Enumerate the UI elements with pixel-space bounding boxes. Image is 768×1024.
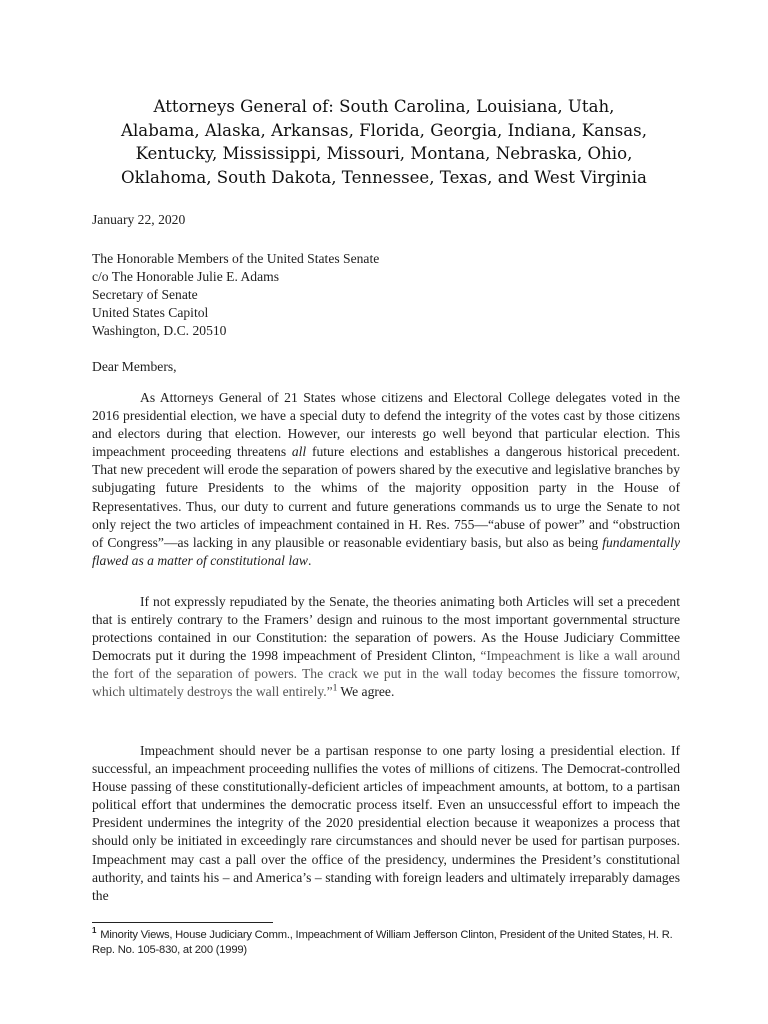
emphasis-text: all (291, 444, 307, 460)
paragraph-text: We agree. (337, 684, 395, 700)
header-line: Alabama, Alaska, Arkansas, Florida, Georgia, Indiana, Kansas, (121, 120, 647, 140)
paragraph-3: Impeachment should never be a partisan response to one party losing a presidential election. If successful, an impeachment proceeding nullifies the votes of millions of citizens. The Democrat-controlled House passing of these constitutionally-deficient articles of impeachment amounts, at bottom, to a partisan political effort that undermines the democratic process itself. Even an unsuccessful effort to impeach the President undermines the integrity of the 2020 presidential election because it weaponizes a process that should only be initiated in exceedingly rare circumstances and should never be used for partisan purposes. Impeachment may cast a pall over the office of the presidency, undermines the President’s constitutional authority, and taints his – and America’s – standing with foreign leaders and ultimately irreparably damages the (92, 743, 680, 903)
footnote-divider (92, 922, 273, 923)
paragraph-text: As Attorneys General of 21 States whose citizens and Electoral College delegates voted in the 2016 presidential election, we have a special duty to defend the integrity of the votes cast by those citizens and electors during that election. However, our interests go well beyond that particular election. This impeachment proceeding threatens (92, 390, 680, 460)
address-line: c/o The Honorable Julie E. Adams (92, 269, 279, 285)
footnote (92, 928, 680, 958)
footnote-reference[interactable]: 1 (332, 682, 338, 693)
paragraph-1 (92, 389, 680, 570)
salutation: Dear Members, (92, 359, 177, 374)
paragraph-2 (92, 593, 680, 702)
header-line: Oklahoma, South Dakota, Tennessee, Texas, and West Virginia (121, 167, 647, 187)
paragraph-text: future elections and establishes a dangerous historical precedent. That new precedent will erode the separation of powers shared by the executive and legislative branches by subjugating future Presidents to the whims of the majority opposition party in the House of Representatives. Thus, our duty to current and future generations commands us to urge the Senate to not only reject the two articles of impeachment contained in H. Res. 755—“abuse of power” and “obstruction of Congress”—as lacking in any plausible or reasonable evidentiary basis, but also as being (92, 444, 681, 550)
paragraph-text: . (308, 552, 312, 568)
recipient-address (92, 250, 680, 340)
address-line: The Honorable Members of the United States Senate (92, 251, 380, 266)
header-line: Attorneys General of: South Carolina, Louisiana, Utah, (153, 97, 615, 116)
header-line: Kentucky, Mississippi, Missouri, Montana, Nebraska, Ohio, (135, 144, 633, 163)
quoted-text: “Impeachment is like a wall around the fort of the separation of powers. The crack we put in the wall today becomes the fissure tomorrow, which ultimately destroys the wall entirely.” (92, 648, 680, 700)
paragraph-text: If not expressly repudiated by the Senate, the theories animating both Articles will set a precedent that is entirely contrary to the Framers’ design and ruinous to the most important governmental structure protections contained in our Constitution: the separation of powers. As the House Judiciary Committee Democrats put it during the 1998 impeachment of President Clinton, (92, 594, 680, 664)
letter-header (60, 95, 708, 189)
emphasis-text: fundamentally flawed as a matter of constitutional law (92, 534, 680, 568)
address-line: Washington, D.C. 20510 (92, 323, 227, 339)
address-line: Secretary of Senate (92, 287, 198, 303)
address-line: United States Capitol (92, 305, 209, 321)
footnote-text: Minority Views, House Judiciary Comm., Impeachment of William Jefferson Clinton, President of the United States, H. R. Rep. No. 105-830, at 200 (1999) (92, 929, 673, 956)
letter-date: January 22, 2020 (92, 212, 186, 227)
footnote-mark: 1 (92, 926, 97, 936)
